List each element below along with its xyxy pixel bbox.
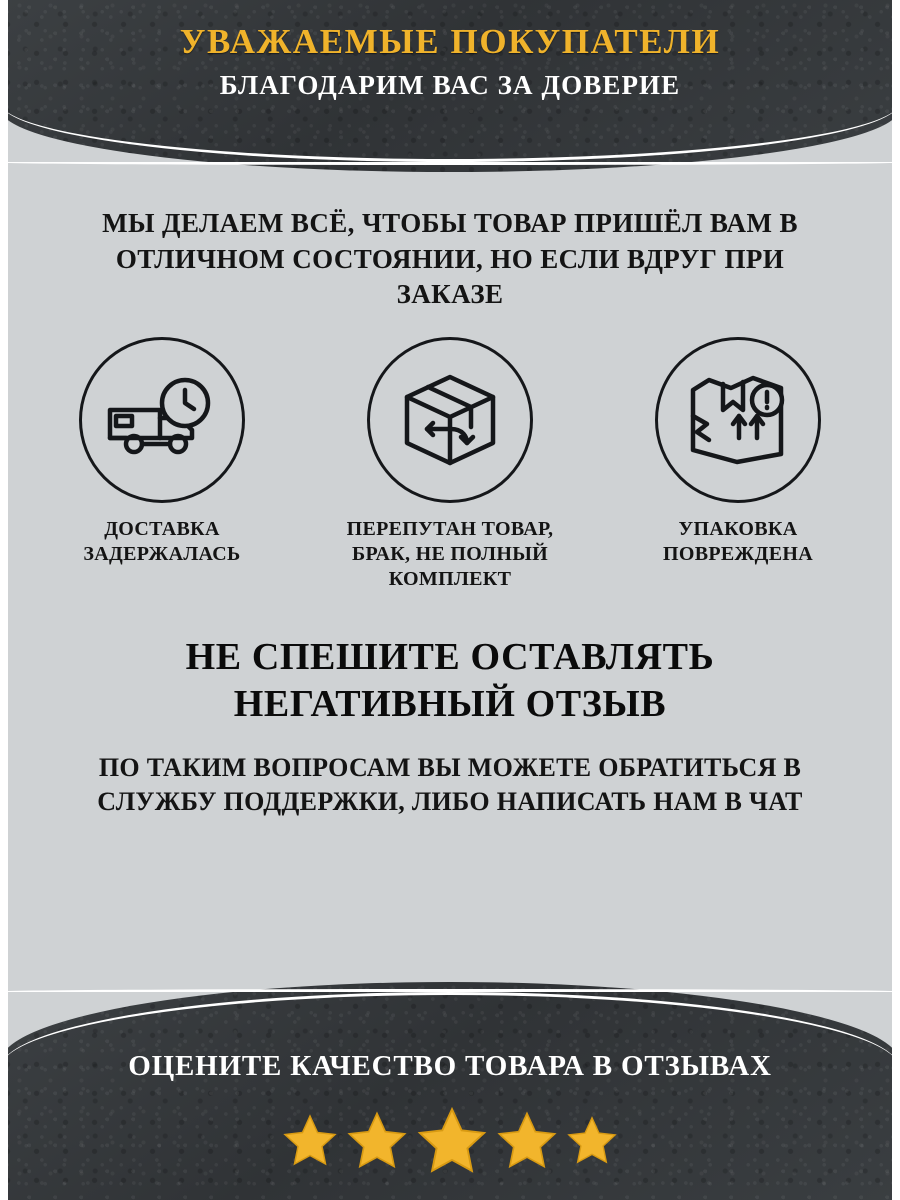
issue-item-wrong-item [325, 337, 575, 592]
issue-icon-row [8, 337, 892, 592]
issue-item-delivery-delayed [37, 337, 287, 567]
star-icon[interactable] [416, 1105, 488, 1175]
box-return-arrow-icon [367, 337, 533, 503]
issue-caption: ПЕРЕПУТАН ТОВАР, БРАК, НЕ ПОЛНЫЙ КОМПЛЕКТ [346, 517, 554, 590]
damaged-package-icon [655, 337, 821, 503]
star-icon[interactable] [346, 1110, 408, 1170]
headline-text: НЕ СПЕШИТЕ ОСТАВЛЯТЬ НЕГАТИВНЫЙ ОТЗЫВ [185, 635, 715, 726]
delivery-truck-clock-icon [79, 337, 245, 503]
issue-caption: ДОСТАВКА ЗАДЕРЖАЛАСЬ [83, 517, 241, 565]
page-title: УВАЖАЕМЫЕ ПОКУПАТЕЛИ [179, 22, 721, 61]
issue-caption: УПАКОВКА ПОВРЕЖДЕНА [663, 517, 813, 565]
main-content [8, 186, 892, 820]
footer [0, 1048, 900, 1200]
page-subtitle: БЛАГОДАРИМ ВАС ЗА ДОВЕРИЕ [219, 70, 681, 101]
star-icon[interactable] [282, 1113, 338, 1167]
intro-text: МЫ ДЕЛАЕМ ВСЁ, ЧТОБЫ ТОВАР ПРИШЁЛ ВАМ В ОТЛИЧНОМ СОСТОЯНИИ, НО ЕСЛИ ВДРУГ ПРИ ЗАКАЗЕ [102, 208, 798, 310]
header [0, 0, 900, 102]
footer-call-to-action: ОЦЕНИТЕ КАЧЕСТВО ТОВАРА В ОТЗЫВАХ [128, 1049, 772, 1082]
support-note-text: ПО ТАКИМ ВОПРОСАМ ВЫ МОЖЕТЕ ОБРАТИТЬСЯ В СЛУЖБУ ПОДДЕРЖКИ, ЛИБО НАПИСАТЬ НАМ В ЧАТ [97, 752, 803, 817]
issue-item-damaged-packaging [613, 337, 863, 567]
rating-stars[interactable] [0, 1102, 900, 1178]
star-icon[interactable] [566, 1115, 618, 1165]
left-frame-edge [0, 0, 8, 1200]
star-icon[interactable] [496, 1110, 558, 1170]
right-frame-edge [892, 0, 900, 1200]
